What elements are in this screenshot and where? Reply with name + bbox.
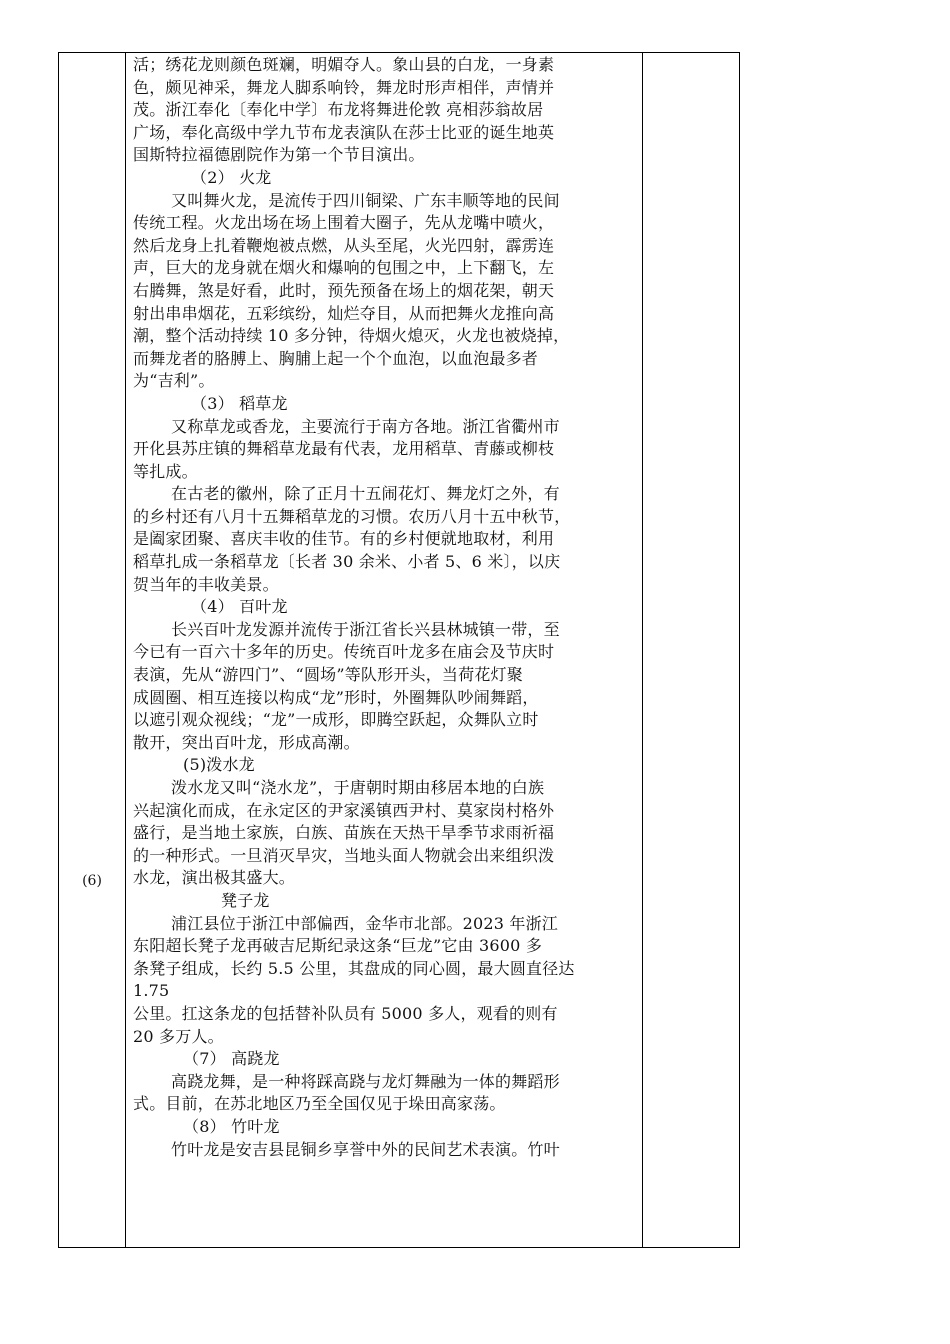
- text-line: 东阳超长凳子龙再破吉尼斯纪录这条“巨龙”它由 3600 多: [133, 936, 543, 956]
- text-line: 传统工程。火龙出场在场上围着大圈子，先从龙嘴中喷火，: [133, 213, 555, 233]
- text-line: 泼水龙又叫“浇水龙”，于唐朝时期由移居本地的白族: [171, 778, 545, 797]
- text-line: 开化县苏庄镇的舞稻草龙最有代表，龙用稻草、青藤或柳枝: [133, 439, 555, 459]
- text-line: 右腾舞，煞是好看，此时，预先预备在场上的烟花架，朝天: [133, 280, 555, 300]
- section-heading: （2） 火龙: [191, 167, 272, 187]
- text-line: 1.75: [133, 981, 170, 1001]
- text-line: 浦江县位于浙江中部偏西，金华市北部。2023 年浙江: [171, 913, 559, 933]
- text-line: 盛行，是当地土家族，白族、苗族在天热干旱季节求雨祈福: [133, 823, 555, 843]
- section-heading: 凳子龙: [221, 890, 270, 910]
- text-line: 然后龙身上扎着鞭炮被点燃，从头至尾，火光四射，霹雳连: [133, 235, 555, 255]
- text-line: 活；绣花龙则颜色斑斓，明媚夺人。象山县的白龙，一身素: [133, 55, 555, 74]
- text-line: 而舞龙者的胳膊上、胸脯上起一个个血泡，以血泡最多者: [133, 348, 539, 368]
- text-line: 今已有一百六十多年的历史。传统百叶龙多在庙会及节庆时: [133, 642, 555, 662]
- text-line: 的乡村还有八月十五舞稻草龙的习惯。农历八月十五中秋节，: [133, 506, 571, 526]
- text-line: 式。目前，在苏北地区乃至全国仅见于垛田高家荡。: [133, 1094, 506, 1114]
- text-line: 成圆圈、相互连接以构成“龙”形时，外圈舞队吵闹舞蹈，: [133, 687, 539, 707]
- text-line: 又称草龙或香龙，主要流行于南方各地。浙江省衢州市: [171, 416, 560, 436]
- section-heading: （3） 稻草龙: [191, 393, 288, 413]
- section-heading: （8） 竹叶龙: [183, 1116, 280, 1136]
- text-line: 竹叶龙是安吉县昆铜乡享誉中外的民间艺术表演。竹叶: [171, 1139, 560, 1159]
- text-line: 条凳子组成，长约 5.5 公里，其盘成的同心圆，最大圆直径达: [133, 958, 575, 978]
- text-line: 水龙，演出极其盛大。: [133, 868, 296, 888]
- text-line: 色，颇见神采，舞龙人脚系响铃，舞龙时形声相伴，声情并: [133, 77, 555, 97]
- text-line: 广场，奉化高级中学九节布龙表演队在莎士比亚的诞生地英: [133, 122, 555, 142]
- text-line: 稻草扎成一条稻草龙〔长者 30 余米、小者 5、6 米〕，以庆: [133, 552, 561, 572]
- text-line: 长兴百叶龙发源并流传于浙江省长兴县林城镇一带，至: [171, 619, 560, 639]
- row-number-cell: (6): [82, 873, 102, 889]
- text-line: 声，巨大的龙身就在烟火和爆响的包围之中，上下翻飞，左: [133, 258, 555, 278]
- column-divider-left: [125, 53, 126, 1247]
- text-line: 散开，突出百叶龙，形成高潮。: [133, 732, 360, 752]
- text-line: 高跷龙舞，是一种将踩高跷与龙灯舞融为一体的舞蹈形: [171, 1071, 560, 1091]
- text-line: 的一种形式。一旦消灭旱灾，当地头面人物就会出来组织泼: [133, 845, 555, 865]
- text-line: 为“吉利”。: [133, 371, 215, 391]
- text-line: 射出串串烟花，五彩缤纷，灿烂夺目，从而把舞火龙推向高: [133, 303, 555, 323]
- section-heading: （4） 百叶龙: [191, 597, 288, 617]
- text-line: 又叫舞火龙，是流传于四川铜梁、广东丰顺等地的民间: [171, 190, 560, 210]
- text-line: 是阖家团聚、喜庆丰收的佳节。有的乡村便就地取材，利用: [133, 529, 555, 549]
- text-line: 等扎成。: [133, 461, 198, 481]
- text-line: 贺当年的丰收美景。: [133, 574, 279, 594]
- text-line: 公里。扛这条龙的包括替补队员有 5000 多人，观看的则有: [133, 1003, 558, 1023]
- text-line: 国斯特拉福德剧院作为第一个节目演出。: [133, 145, 425, 165]
- text-line: 在古老的徽州，除了正月十五闹花灯、舞龙灯之外，有: [171, 484, 560, 504]
- text-line: 表演，先从“游四门”、“圆场”等队形开头，当荷花灯聚: [133, 665, 523, 685]
- section-heading: （7） 高跷龙: [183, 1049, 280, 1069]
- text-line: 兴起演化而成，在永定区的尹家溪镇西尹村、莫家岗村格外: [133, 800, 555, 820]
- body-text: [133, 54, 643, 1161]
- text-line: 以遮引观众视线；“龙”一成形，即腾空跃起，众舞队立时: [133, 710, 539, 730]
- text-line: 茂。浙江奉化〔奉化中学〕布龙将舞进伦敦 亮相莎翁故居: [133, 100, 544, 120]
- text-line: 潮，整个活动持续 10 多分钟，待烟火熄灭，火龙也被烧掉，: [133, 326, 570, 346]
- section-heading: (5)泼水龙: [183, 755, 255, 775]
- text-line: 20 多万人。: [133, 1026, 224, 1046]
